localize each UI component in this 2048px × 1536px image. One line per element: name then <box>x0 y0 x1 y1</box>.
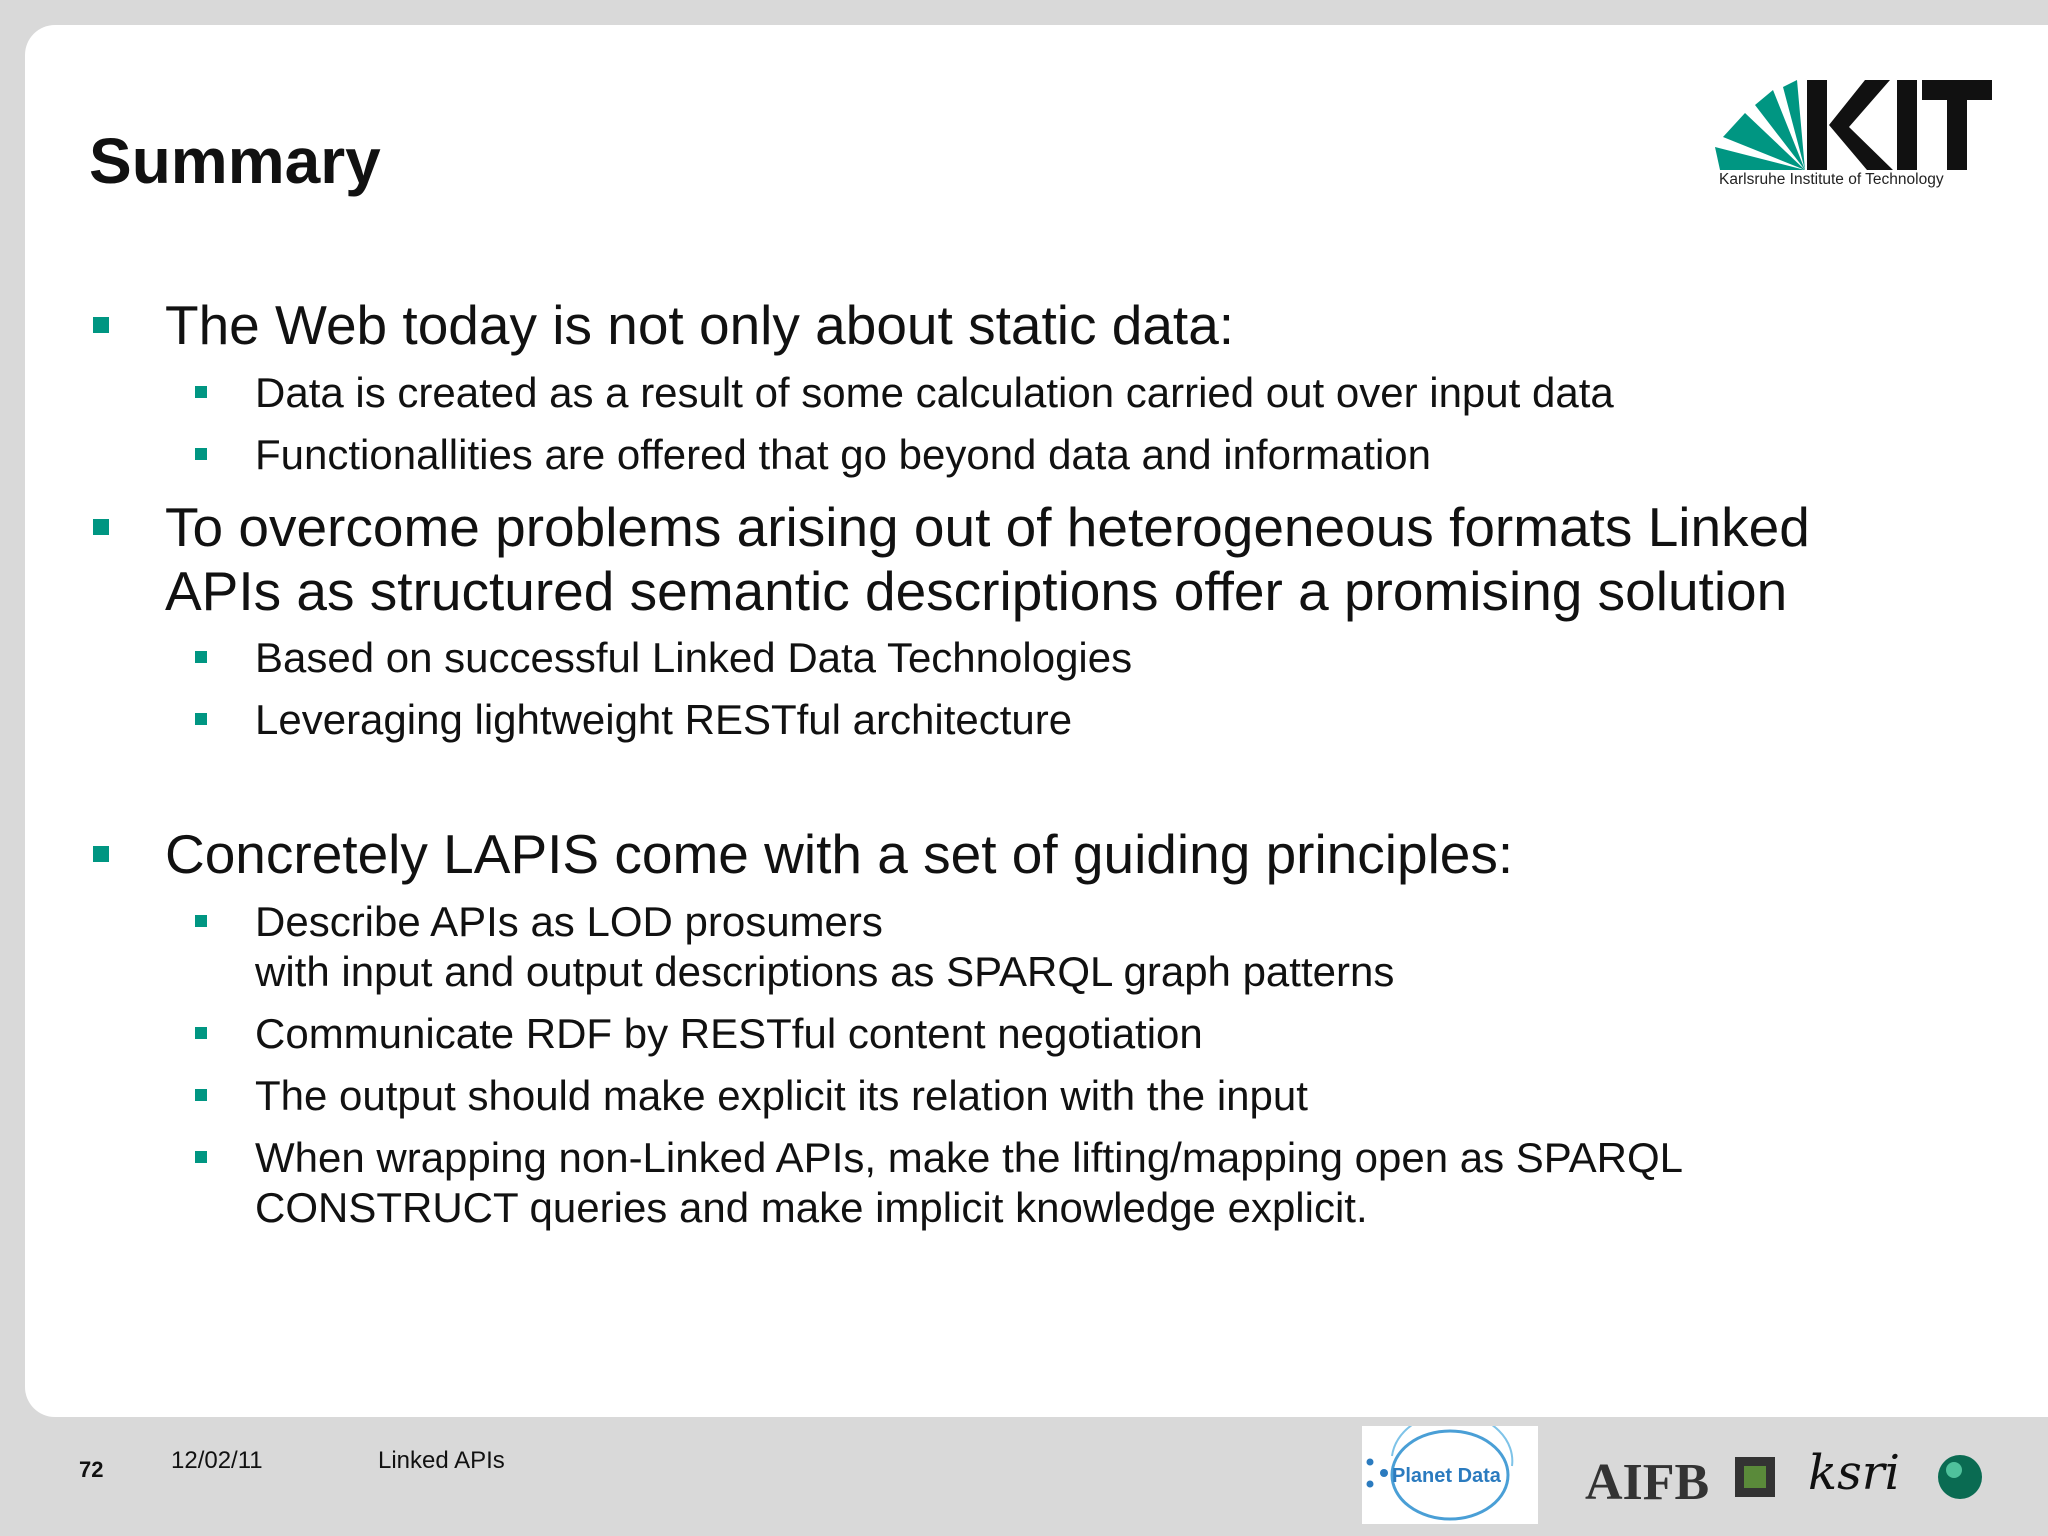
slide <box>25 25 2048 1417</box>
square-bullet-icon <box>195 1089 207 1101</box>
aifb-logo <box>1585 1449 1780 1507</box>
sub-bullet-text: Communicate RDF by RESTful content negotiation <box>255 1010 1203 1057</box>
square-bullet-icon <box>195 915 207 927</box>
sub-bullet-text: CONSTRUCT queries and make implicit knowledge explicit. <box>255 1184 1368 1231</box>
sub-bullet-text: with input and output descriptions as SPARQL graph patterns <box>255 948 1395 995</box>
page-number: 72 <box>79 1457 104 1482</box>
bullet-text: To overcome problems arising out of heterogeneous formats Linked <box>165 496 1810 558</box>
square-bullet-icon <box>195 386 207 398</box>
svg-text:Planet Data: Planet Data <box>1392 1465 1501 1487</box>
bullet-list <box>25 25 2048 1417</box>
slide-footer <box>0 1417 2048 1536</box>
kit-logo-subtitle: Karlsruhe Institute of Technology <box>1719 171 1944 188</box>
slide-title: Summary <box>89 125 381 197</box>
square-bullet-icon <box>93 846 109 862</box>
bullet-text: Concretely LAPIS come with a set of guiding principles: <box>165 823 1514 885</box>
square-bullet-icon <box>195 1027 207 1039</box>
sub-bullet-text: Describe APIs as LOD prosumers <box>255 898 883 945</box>
sub-bullet-text: The output should make explicit its relation with the input <box>255 1072 1308 1119</box>
footer-date: 12/02/11 <box>171 1447 263 1474</box>
svg-text:AIFB: AIFB <box>1585 1454 1710 1507</box>
square-bullet-icon <box>93 317 109 333</box>
bullet-text: APIs as structured semantic descriptions offer a promising solution <box>165 560 1788 622</box>
sub-bullet-text: Data is created as a result of some calculation carried out over input data <box>255 369 1614 416</box>
square-bullet-icon <box>195 651 207 663</box>
sub-bullet-text: Based on successful Linked Data Technologies <box>255 634 1133 681</box>
sub-bullet-text: When wrapping non-Linked APIs, make the lifting/mapping open as SPARQL <box>255 1134 1684 1181</box>
sub-bullet-text: Leveraging lightweight RESTful architecture <box>255 696 1073 743</box>
square-bullet-icon <box>195 448 207 460</box>
sub-bullet-text: Functionallities are offered that go beyond data and information <box>255 431 1431 478</box>
footer-title: Linked APIs <box>378 1447 505 1474</box>
square-bullet-icon <box>93 519 109 535</box>
square-bullet-icon <box>195 1151 207 1163</box>
ksri-logo <box>1808 1437 1986 1517</box>
square-bullet-icon <box>195 713 207 725</box>
svg-text:ksri: ksri <box>1808 1445 1901 1501</box>
bullet-text: The Web today is not only about static data: <box>165 294 1235 356</box>
planet-data-logo <box>1362 1426 1538 1524</box>
